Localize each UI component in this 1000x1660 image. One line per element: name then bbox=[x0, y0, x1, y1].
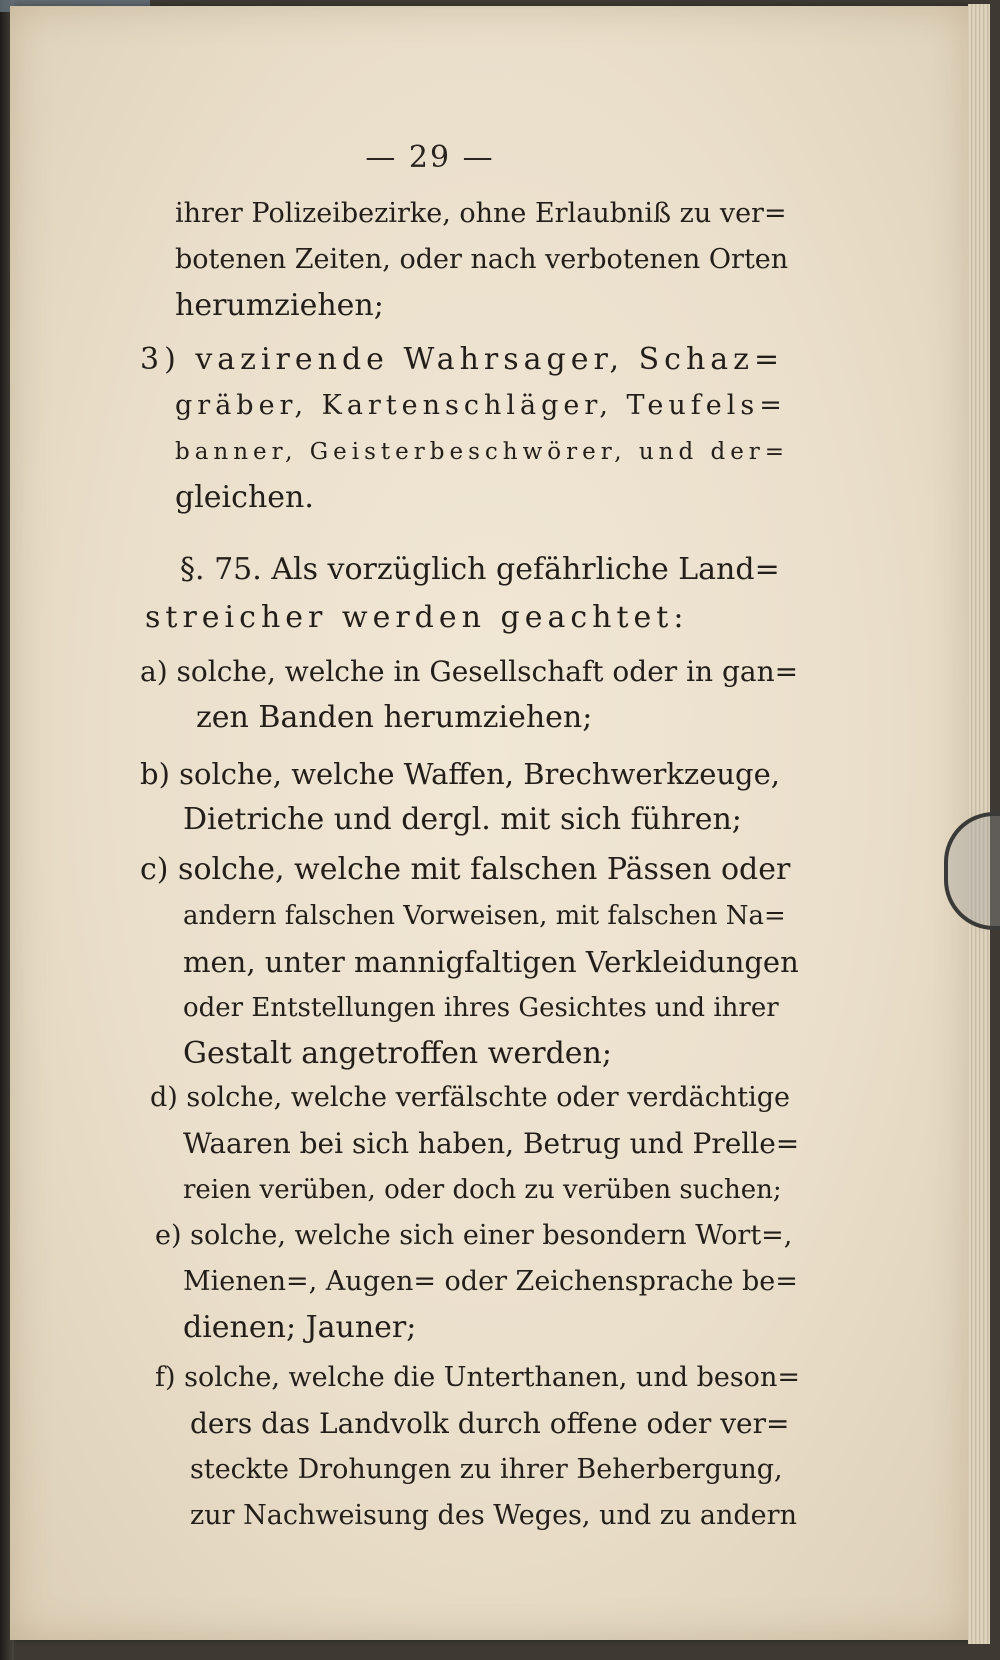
list-item-b: b) solche, welche Waffen, Brechwerkzeuge, bbox=[140, 757, 780, 791]
text-line: botenen Zeiten, oder nach verbotenen Orten bbox=[175, 244, 789, 275]
text-line: dienen; Jauner; bbox=[183, 1310, 417, 1345]
text-line: Gestalt angetroffen werden; bbox=[183, 1036, 612, 1071]
text-line: men, unter mannigfaltigen Verkleidungen bbox=[183, 945, 799, 979]
text-line: zur Nachweisung des Weges, und zu andern bbox=[190, 1500, 797, 1531]
text-line: oder Entstellungen ihres Gesichtes und ihrer bbox=[183, 993, 779, 1023]
list-item-f: f) solche, welche die Unterthanen, und beson= bbox=[155, 1362, 800, 1393]
text-line: zen Banden herumziehen; bbox=[196, 700, 593, 735]
text-line: herumziehen; bbox=[175, 288, 384, 323]
text-line: reien verüben, oder doch zu verüben suchen; bbox=[183, 1175, 782, 1205]
text-line: Waaren bei sich haben, Betrug und Prelle= bbox=[183, 1127, 800, 1160]
text-line: andern falschen Vorweisen, mit falschen Na= bbox=[183, 901, 786, 931]
text-line: Mienen=, Augen= oder Zeichensprache be= bbox=[183, 1266, 798, 1297]
list-item-a: a) solche, welche in Gesellschaft oder in gan= bbox=[140, 655, 799, 688]
text-line: Dietriche und dergl. mit sich führen; bbox=[183, 802, 742, 837]
text-line: streicher werden geachtet: bbox=[145, 600, 689, 635]
list-item-e: e) solche, welche sich einer besondern Wort=, bbox=[155, 1220, 793, 1251]
text-line: 3) vazirende Wahrsager, Schaz= bbox=[140, 342, 785, 377]
text-line: gräber, Kartenschläger, Teufels= bbox=[175, 390, 787, 421]
text-line: gleichen. bbox=[175, 480, 314, 515]
list-item-d: d) solche, welche verfälschte oder verdächtige bbox=[150, 1082, 791, 1113]
text-line: banner, Geisterbeschwörer, und der= bbox=[175, 439, 790, 465]
section-heading-line: §. 75. Als vorzüglich gefährliche Land= bbox=[180, 552, 780, 587]
page-number: — 29 — bbox=[365, 140, 495, 175]
text-line: ders das Landvolk durch offene oder ver= bbox=[190, 1407, 790, 1440]
text-line: ihrer Polizeibezirke, ohne Erlaubniß zu ver= bbox=[175, 198, 787, 229]
text-line: steckte Drohungen zu ihrer Beherbergung, bbox=[190, 1454, 783, 1485]
list-item-c: c) solche, welche mit falschen Pässen oder bbox=[140, 852, 791, 887]
